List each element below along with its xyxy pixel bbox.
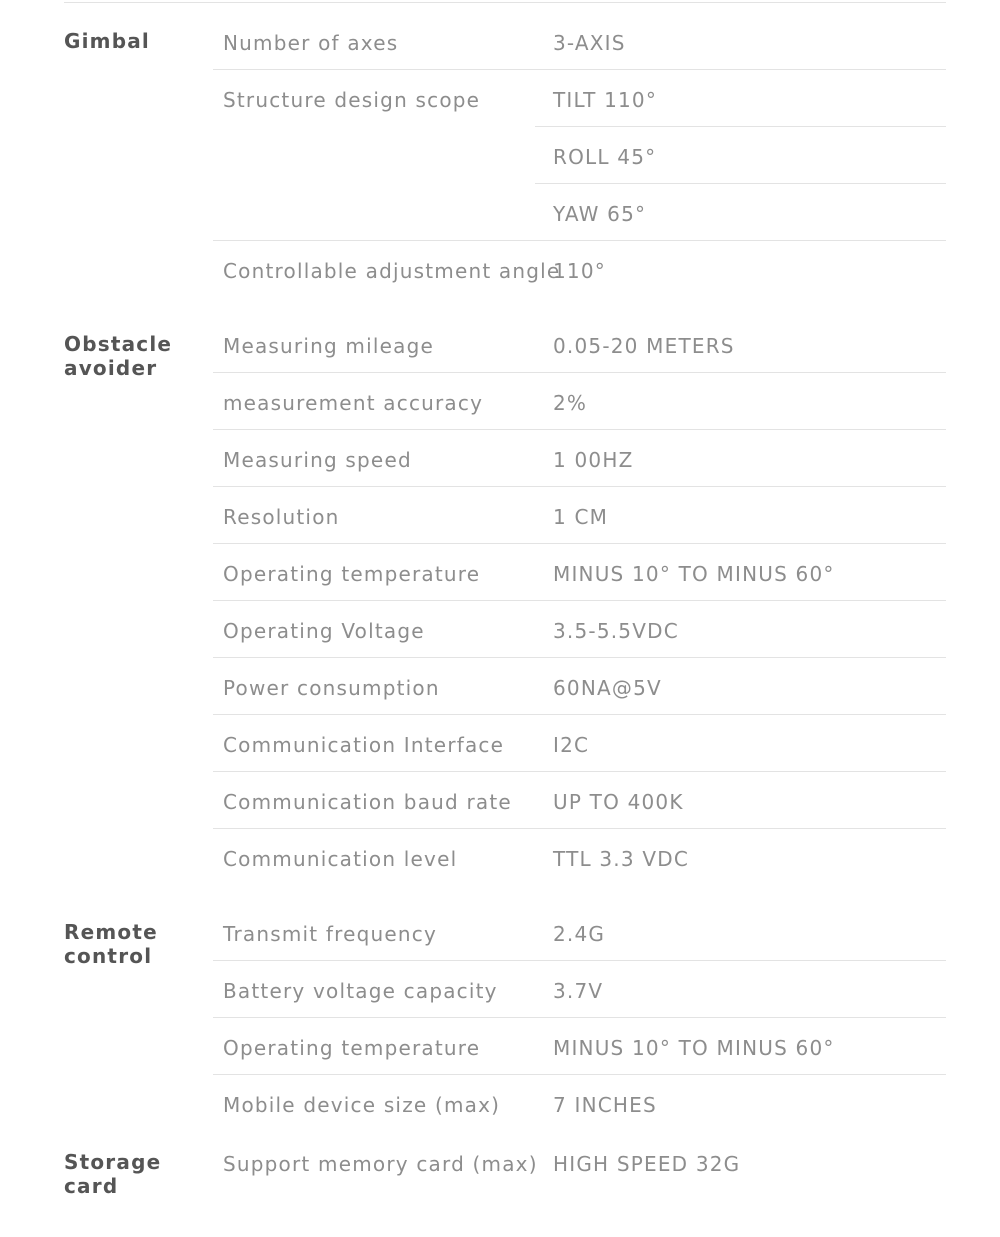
spec-value: MINUS 10° TO MINUS 60° [553,562,835,586]
spec-value: 3.5-5.5VDC [553,619,679,643]
spec-label: Support memory card (max) [223,1152,538,1176]
row-divider [213,486,946,487]
spec-label: Transmit frequency [223,922,438,946]
row-divider [213,828,946,829]
row-divider [213,771,946,772]
row-divider [535,183,946,184]
row-divider [213,714,946,715]
spec-value: 1 CM [553,505,609,529]
section-category: Remote control [64,920,158,968]
row-divider [213,69,946,70]
spec-value: MINUS 10° TO MINUS 60° [553,1036,835,1060]
spec-value: TILT 110° [553,88,658,112]
spec-label: Measuring mileage [223,334,434,358]
spec-value: 7 INCHES [553,1093,657,1117]
spec-label: Structure design scope [223,88,481,112]
spec-value: 2.4G [553,922,606,946]
section-category: Gimbal [64,29,150,53]
spec-value: 0.05-20 METERS [553,334,735,358]
spec-label: Operating Voltage [223,619,425,643]
spec-value: 3-AXIS [553,31,626,55]
spec-label: Resolution [223,505,340,529]
spec-value: 110° [553,259,606,283]
spec-value: 3.7V [553,979,604,1003]
row-divider [213,429,946,430]
spec-label: Operating temperature [223,1036,481,1060]
spec-value: 1 00HZ [553,448,634,472]
spec-label: Controllable adjustment angle [223,259,561,283]
row-divider [535,126,946,127]
spec-label: Measuring speed [223,448,412,472]
row-divider [213,1017,946,1018]
spec-label: Number of axes [223,31,399,55]
spec-label: Communication baud rate [223,790,512,814]
spec-value: TTL 3.3 VDC [553,847,689,871]
spec-label: Battery voltage capacity [223,979,498,1003]
spec-label: Power consumption [223,676,440,700]
section-category: Obstacle avoider [64,332,173,380]
spec-value: 60NA@5V [553,676,662,700]
spec-value: HIGH SPEED 32G [553,1152,741,1176]
top-divider [64,2,946,3]
spec-label: Communication Interface [223,733,505,757]
spec-value: 2% [553,391,588,415]
row-divider [213,600,946,601]
spec-label: measurement accuracy [223,391,484,415]
row-divider [213,240,946,241]
row-divider [213,1074,946,1075]
row-divider [213,372,946,373]
spec-value: I2C [553,733,590,757]
section-category: Storage card [64,1150,162,1198]
spec-label: Mobile device size (max) [223,1093,501,1117]
row-divider [213,960,946,961]
row-divider [213,543,946,544]
spec-value: UP TO 400K [553,790,684,814]
spec-label: Communication level [223,847,458,871]
spec-value: YAW 65° [553,202,647,226]
spec-value: ROLL 45° [553,145,657,169]
spec-label: Operating temperature [223,562,481,586]
row-divider [213,657,946,658]
